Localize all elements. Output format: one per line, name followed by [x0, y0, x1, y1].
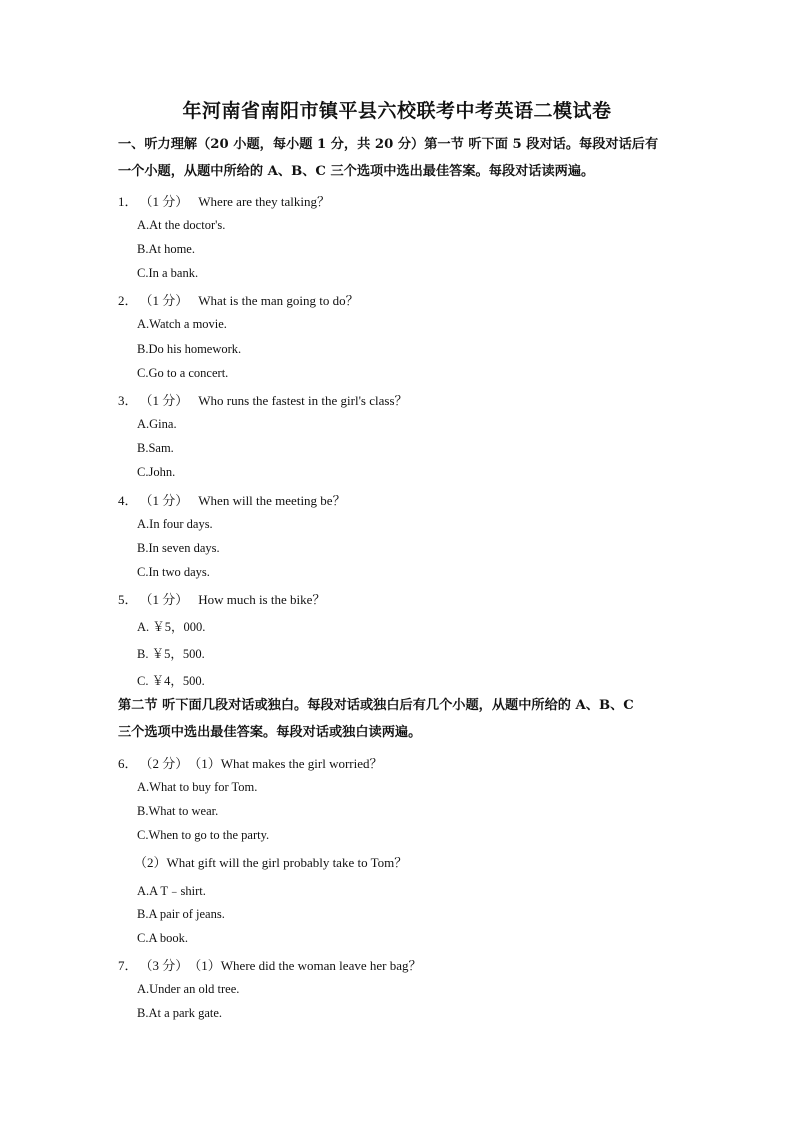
question-points: （1 分）: [139, 493, 189, 508]
option-c: C.In two days.: [137, 565, 210, 579]
question-text: When will the meeting be？: [198, 493, 346, 508]
question-number: 7．: [118, 958, 138, 973]
question-2: [118, 290, 718, 309]
option-a: A.At the doctor's.: [137, 218, 226, 232]
question-text: How much is the bike？: [198, 592, 326, 607]
option-b: B.At home.: [137, 242, 195, 256]
question-number: 4．: [118, 493, 138, 508]
question-3: [118, 390, 718, 409]
section-2-line-1: 第二节 听下面几段对话或独白。每段对话或独白后有几个小题，从题中所给的 A、B、C: [118, 698, 634, 713]
option-b: B.Do his homework.: [137, 342, 242, 356]
question-text: What is the man going to do？: [198, 293, 359, 308]
option-a: A.Watch a movie.: [137, 317, 227, 331]
question-text: Who runs the fastest in the girl's class？: [198, 393, 408, 408]
option-b: B.In seven days.: [137, 541, 220, 555]
question-number: 1．: [118, 194, 138, 209]
page-title: 年河南省南阳市镇平县六校联考中考英语二模试卷: [182, 100, 612, 122]
question-number: 6．: [118, 756, 138, 771]
question-points: （1 分）: [139, 592, 189, 607]
question-4: [118, 490, 718, 509]
section-1-line-2: 一个小题，从题中所给的 A、B、C 三个选项中选出最佳答案。每段对话读两遍。: [118, 164, 595, 179]
option-b: B. ￥5，500.: [137, 647, 205, 661]
question-number: 5．: [118, 592, 138, 607]
question-text: Where are they talking？: [198, 194, 331, 209]
question-points: （2 分）: [139, 756, 189, 771]
option-a: A.In four days.: [137, 517, 213, 531]
section-2-instructions: [118, 692, 680, 746]
option-b: B.A pair of jeans.: [137, 907, 225, 921]
question-6: [118, 753, 718, 772]
option-a: A.What to buy for Tom.: [137, 780, 258, 794]
option-a: A.Under an old tree.: [137, 982, 240, 996]
option-a: A.A T﹣shirt.: [137, 884, 206, 898]
section-2-line-2: 三个选项中选出最佳答案。每段对话或独白读两遍。: [118, 725, 422, 740]
question-points: （1 分）: [139, 293, 189, 308]
option-c: C.In a bank.: [137, 266, 199, 280]
section-1-instructions: [118, 131, 680, 185]
question-7: [118, 955, 718, 974]
question-1: [118, 191, 718, 210]
question-5: [118, 589, 718, 608]
option-b: B.What to wear.: [137, 804, 219, 818]
question-text: （1）What makes the girl worried？: [188, 756, 383, 771]
option-c: C. ￥4，500.: [137, 674, 205, 688]
option-c: C.Go to a concert.: [137, 366, 229, 380]
option-a: A. ￥5，000.: [137, 620, 206, 634]
section-1-line-1: 一、听力理解（20 小题，每小题 1 分，共 20 分）第一节 听下面 5 段对话。每段对话后有: [118, 137, 659, 152]
option-c: C.When to go to the party.: [137, 828, 270, 842]
sub-question-2: （2）What gift will the girl probably take to Tom？: [134, 855, 408, 870]
option-b: B.Sam.: [137, 441, 174, 455]
option-a: A.Gina.: [137, 417, 177, 431]
question-number: 2．: [118, 293, 138, 308]
question-points: （1 分）: [139, 194, 189, 209]
question-number: 3．: [118, 393, 138, 408]
option-c: C.A book.: [137, 931, 189, 945]
question-points: （3 分）: [139, 958, 189, 973]
question-text: （1）Where did the woman leave her bag？: [188, 958, 422, 973]
option-c: C.John.: [137, 465, 176, 479]
question-points: （1 分）: [139, 393, 189, 408]
option-b: B.At a park gate.: [137, 1006, 223, 1020]
